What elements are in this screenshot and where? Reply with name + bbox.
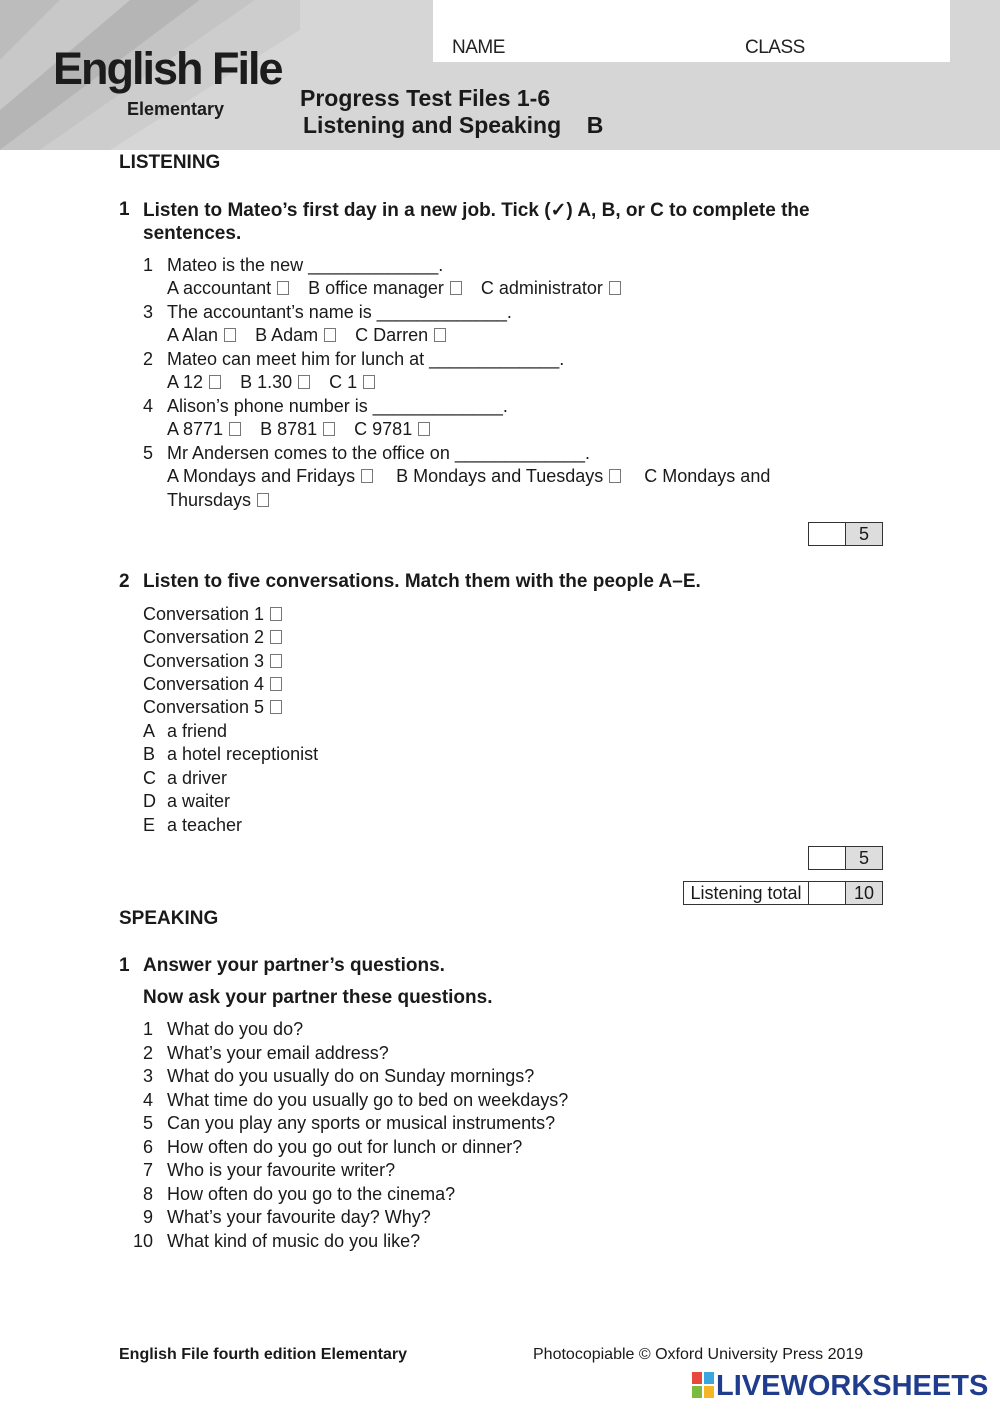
question-text: Mateo is the new _____________. [167, 255, 444, 275]
question-options [167, 325, 446, 346]
question-number: 3 [143, 1066, 154, 1086]
question-text: Can you play any sports or musical instruments? [167, 1113, 556, 1133]
option-c: C 1 [329, 372, 358, 392]
question-text: The accountant’s name is _____________. [167, 302, 512, 322]
question-number: 6 [143, 1137, 154, 1157]
question-number: 10 [133, 1231, 154, 1251]
question-text: What do you do? [167, 1019, 304, 1039]
tick-box[interactable] [224, 328, 236, 342]
score-box [808, 522, 883, 546]
test-title: Progress Test Files 1-6 [300, 85, 551, 111]
tick-box[interactable] [434, 328, 446, 342]
question-text: What time do you usually go to bed on weekdays? [167, 1090, 569, 1110]
question-number: 5 [143, 443, 154, 463]
option-a: A 8771 [167, 419, 224, 439]
question-text: What do you usually do on Sunday mornings? [167, 1066, 535, 1086]
tick-box[interactable] [450, 281, 462, 295]
person-letter: B [143, 744, 156, 764]
question-options [167, 466, 770, 487]
option-c: C 9781 [354, 419, 413, 439]
person-letter: D [143, 791, 156, 811]
option-c-cont: Thursdays [167, 490, 252, 510]
task-instruction-cont: sentences. [143, 223, 242, 244]
score-max: 5 [846, 523, 882, 545]
task-instruction: Listen to Mateo’s first day in a new job. Tick (✓) A, B, or C to complete the [143, 200, 810, 221]
question-number: 8 [143, 1184, 154, 1204]
logo-subtitle: Elementary [127, 99, 225, 119]
question-options-cont [167, 490, 269, 511]
question-number: 2 [143, 1043, 154, 1063]
conversation-item [143, 674, 282, 695]
question-text: Alison’s phone number is _____________. [167, 396, 508, 416]
score-input[interactable] [809, 847, 846, 869]
speaking-heading: SPEAKING [119, 908, 219, 929]
question-options [167, 419, 430, 440]
person-text: a teacher [167, 815, 243, 835]
task-instruction: Listen to five conversations. Match them with the people A–E. [143, 571, 701, 592]
tick-box[interactable] [361, 469, 373, 483]
score-max: 5 [846, 847, 882, 869]
person-text: a hotel receptionist [167, 744, 319, 764]
listening-total-label: Listening total [683, 881, 809, 905]
tick-box[interactable] [257, 493, 269, 507]
tick-box[interactable] [363, 375, 375, 389]
option-c: C administrator [480, 278, 603, 298]
conversation-label: Conversation 3 [143, 651, 265, 671]
question-text: Who is your favourite writer? [167, 1160, 396, 1180]
question-number: 9 [143, 1207, 154, 1227]
tick-box[interactable] [609, 281, 621, 295]
tick-box[interactable] [323, 422, 335, 436]
question-number: 5 [143, 1113, 154, 1133]
footer-copyright: Photocopiable © Oxford University Press 2019 [533, 1346, 864, 1363]
question-number: 2 [143, 349, 154, 369]
tick-box[interactable] [277, 281, 289, 295]
task-number: 1 [119, 199, 130, 220]
question-text: Mateo can meet him for lunch at _____________. [167, 349, 565, 369]
option-b: B Mondays and Tuesdays [396, 466, 604, 486]
person-letter: A [143, 721, 156, 741]
task-instruction: Answer your partner’s questions. [143, 955, 445, 976]
tick-box[interactable] [209, 375, 221, 389]
person-text: a waiter [167, 791, 231, 811]
question-text: What’s your favourite day? Why? [167, 1207, 431, 1227]
question-options [167, 278, 621, 299]
conversation-label: Conversation 5 [143, 697, 265, 717]
option-a: A 12 [167, 372, 204, 392]
question-text: How often do you go to the cinema? [167, 1184, 456, 1204]
logo-title: English File [53, 43, 282, 94]
question-number: 4 [143, 396, 154, 416]
answer-box[interactable] [270, 700, 282, 714]
total-score-max: 10 [846, 882, 882, 904]
footer-edition: English File fourth edition Elementary [119, 1346, 408, 1363]
person-text: a friend [167, 721, 228, 741]
total-score-box [808, 881, 883, 905]
class-label: CLASS [745, 37, 805, 58]
conversation-label: Conversation 2 [143, 627, 265, 647]
task-number: 1 [119, 955, 130, 976]
option-a: A Alan [167, 325, 219, 345]
answer-box[interactable] [270, 654, 282, 668]
option-b: B office manager [308, 278, 444, 298]
option-b: B 1.30 [240, 372, 293, 392]
tick-box[interactable] [418, 422, 430, 436]
tick-box[interactable] [298, 375, 310, 389]
question-number: 4 [143, 1090, 154, 1110]
question-number: 3 [143, 302, 154, 322]
name-label: NAME [452, 37, 505, 58]
question-options [167, 372, 375, 393]
total-score-input[interactable] [809, 882, 846, 904]
question-text: What kind of music do you like? [167, 1231, 421, 1251]
person-text: a driver [167, 768, 228, 788]
task-instruction-2: Now ask your partner these questions. [143, 987, 493, 1008]
answer-box[interactable] [270, 607, 282, 621]
person-letter: C [143, 768, 156, 788]
answer-box[interactable] [270, 677, 282, 691]
option-b: B Adam [255, 325, 319, 345]
question-text: Mr Andersen comes to the office on _____________. [167, 443, 590, 463]
option-a: A Mondays and Fridays [167, 466, 356, 486]
score-input[interactable] [809, 523, 846, 545]
question-number: 1 [143, 1019, 154, 1039]
page-header [0, 0, 1000, 150]
name-class-box [433, 0, 950, 62]
option-b: B 8781 [260, 419, 318, 439]
test-subtitle: Listening and Speaking B [303, 112, 604, 138]
listening-heading: LISTENING [119, 152, 221, 173]
answer-box[interactable] [270, 630, 282, 644]
question-text: How often do you go out for lunch or dinner? [167, 1137, 523, 1157]
question-number: 7 [143, 1160, 154, 1180]
question-text: What’s your email address? [167, 1043, 389, 1063]
option-c: C Darren [355, 325, 429, 345]
tick-box[interactable] [229, 422, 241, 436]
conversation-item [143, 697, 282, 718]
conversation-item [143, 627, 282, 648]
conversation-label: Conversation 4 [143, 674, 265, 694]
conversation-item [143, 651, 282, 672]
question-number: 1 [143, 255, 154, 275]
liveworksheets-logo-icon [692, 1372, 714, 1398]
person-letter: E [143, 815, 156, 835]
option-a: A accountant [167, 278, 272, 298]
tick-box[interactable] [324, 328, 336, 342]
option-c: C Mondays and [644, 466, 771, 486]
task-number: 2 [119, 571, 130, 592]
watermark-text: LIVEWORKSHEETS [716, 1370, 989, 1402]
conversation-label: Conversation 1 [143, 604, 265, 624]
conversation-item [143, 604, 282, 625]
score-box [808, 846, 883, 870]
tick-box[interactable] [609, 469, 621, 483]
